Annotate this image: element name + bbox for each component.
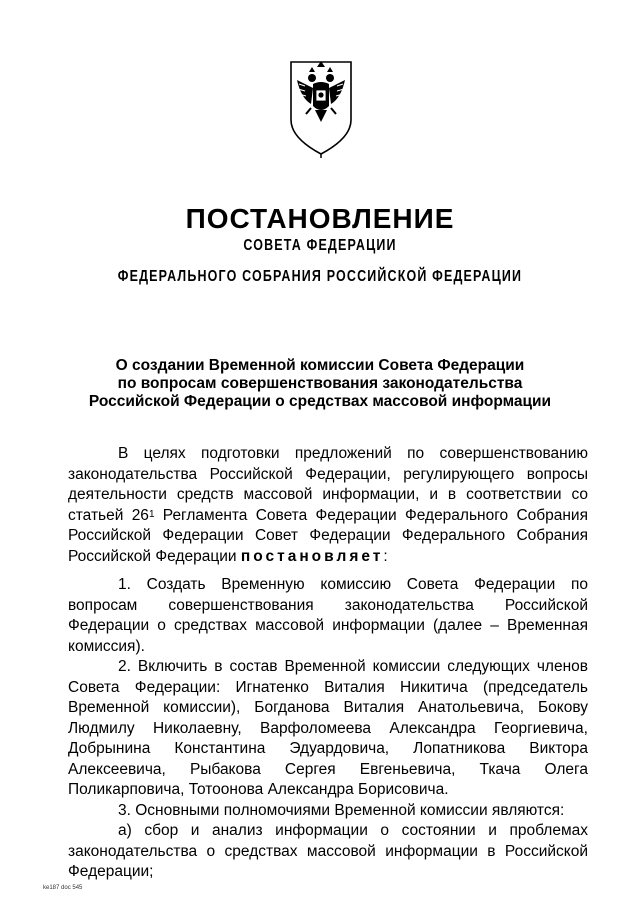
- resolution-heading: [0, 357, 640, 411]
- issuer-line-2: ФЕДЕРАЛЬНОГО СОБРАНИЯ РОССИЙСКОЙ ФЕДЕРАЦИИ: [117, 268, 523, 285]
- preamble-paragraph: [68, 444, 588, 567]
- preamble-text-a: В целях подготовки предложений по совершенствованию законодательства Российской Федерации, регулирующего вопросы деятельности средств массовой информации, и в соответствии со статьей 26: [68, 445, 588, 524]
- item-2: 2. Включить в состав Временной комиссии следующих членов Совета Федерации: Игнатенко Виталия Никитича (председатель Временной комиссии), Богданова Виталия Анатольевича, Бокову Людмилу Николаевну, Варфоломеева Александра Георгиевича, Добрынина Константина Эдуардовича, Лопатникова Виктора Алексеевича, Рыбакова Сергея Евгеньевича, Ткача Олега Поликарповича, Тотоонова Александра Борисовича.: [68, 658, 588, 798]
- heading-line-3: Российской Федерации о средствах массовой информации: [88, 393, 552, 410]
- footer-code: ke187 doc 545: [43, 885, 83, 891]
- document-title: ПОСТАНОВЛЕНИЕ: [185, 203, 455, 234]
- preamble-colon: :: [383, 547, 388, 565]
- issuer-line-1: СОВЕТА ФЕДЕРАЦИИ: [243, 237, 397, 254]
- state-emblem-icon: [287, 58, 355, 158]
- article-superscript: 1: [148, 508, 155, 520]
- item-1: 1. Создать Временную комиссию Совета Федерации по вопросам совершенствования законодательства Российской Федерации о средствах массовой информации (далее – Временная комиссия).: [68, 576, 588, 655]
- resolves-word: постановляет: [240, 547, 384, 565]
- item-3a: а) сбор и анализ информации о состоянии и проблемах законодательства о средствах массовой информации в Российской Федерации;: [68, 822, 588, 880]
- heading-line-1: О создании Временной комиссии Совета Федерации: [115, 357, 525, 374]
- preamble-text-b: Регламента Совета Федерации Федерального Собрания Российской Федерации Совет Федерации Федерального Собрания Российской Федерации: [68, 506, 588, 565]
- document-body: [68, 444, 588, 883]
- heading-line-2: по вопросам совершенствования законодательства: [117, 375, 523, 392]
- item-3: 3. Основными полномочиями Временной комиссии являются:: [118, 801, 565, 819]
